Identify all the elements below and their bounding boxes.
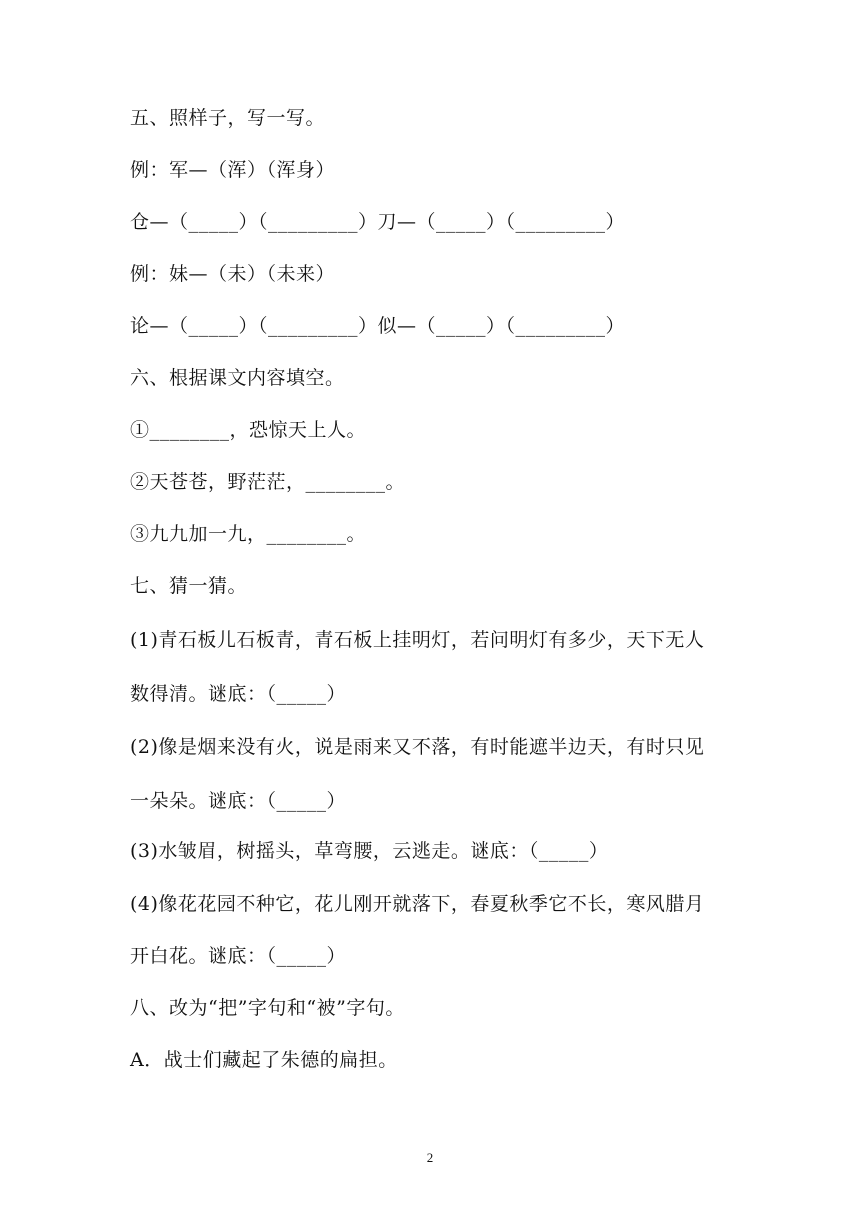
- exercise-line-2: 论—（_____）（_________）似—（_____）（_________）: [130, 315, 626, 337]
- page-number: 2: [426, 1150, 434, 1165]
- example-line-1: 例：军—（浑）（浑身）: [130, 159, 336, 181]
- fill-item-1: ①________，恐惊天上人。: [130, 419, 367, 441]
- section-eight-heading: 八、改为“把”字句和“被”字句。: [130, 997, 405, 1019]
- riddle-2-line-2: 一朵朵。谜底：（_____）: [130, 790, 347, 812]
- riddle-3: (3)水皱眉，树摇头，草弯腰，云逃走。谜底：（_____）: [130, 840, 609, 862]
- riddle-4-line-1: (4)像花花园不种它，花儿刚开就落下，春夏秋季它不长，寒风腊月: [130, 893, 705, 915]
- example-line-2: 例：妹—（未）（未来）: [130, 263, 336, 285]
- section-six-heading: 六、根据课文内容填空。: [130, 367, 345, 389]
- riddle-1-line-2: 数得清。谜底：（_____）: [130, 683, 347, 705]
- riddle-4-line-2: 开白花。谜底：（_____）: [130, 945, 347, 967]
- section-five-heading: 五、照样子，写一写。: [130, 107, 326, 129]
- fill-item-3: ③九九加一九，________。: [130, 523, 367, 545]
- riddle-1-line-1: (1)青石板儿石板青，青石板上挂明灯，若问明灯有多少，天下无人: [130, 629, 705, 651]
- section-seven-heading: 七、猜一猜。: [130, 575, 248, 597]
- fill-item-2: ②天苍苍，野茫茫，________。: [130, 471, 406, 493]
- riddle-2-line-1: (2)像是烟来没有火，说是雨来又不落，有时能遮半边天，有时只见: [130, 736, 705, 758]
- exercise-line-1: 仓—（_____）（_________）刀—（_____）（_________）: [130, 211, 626, 233]
- sentence-a: A．战士们藏起了朱德的扁担。: [130, 1049, 398, 1071]
